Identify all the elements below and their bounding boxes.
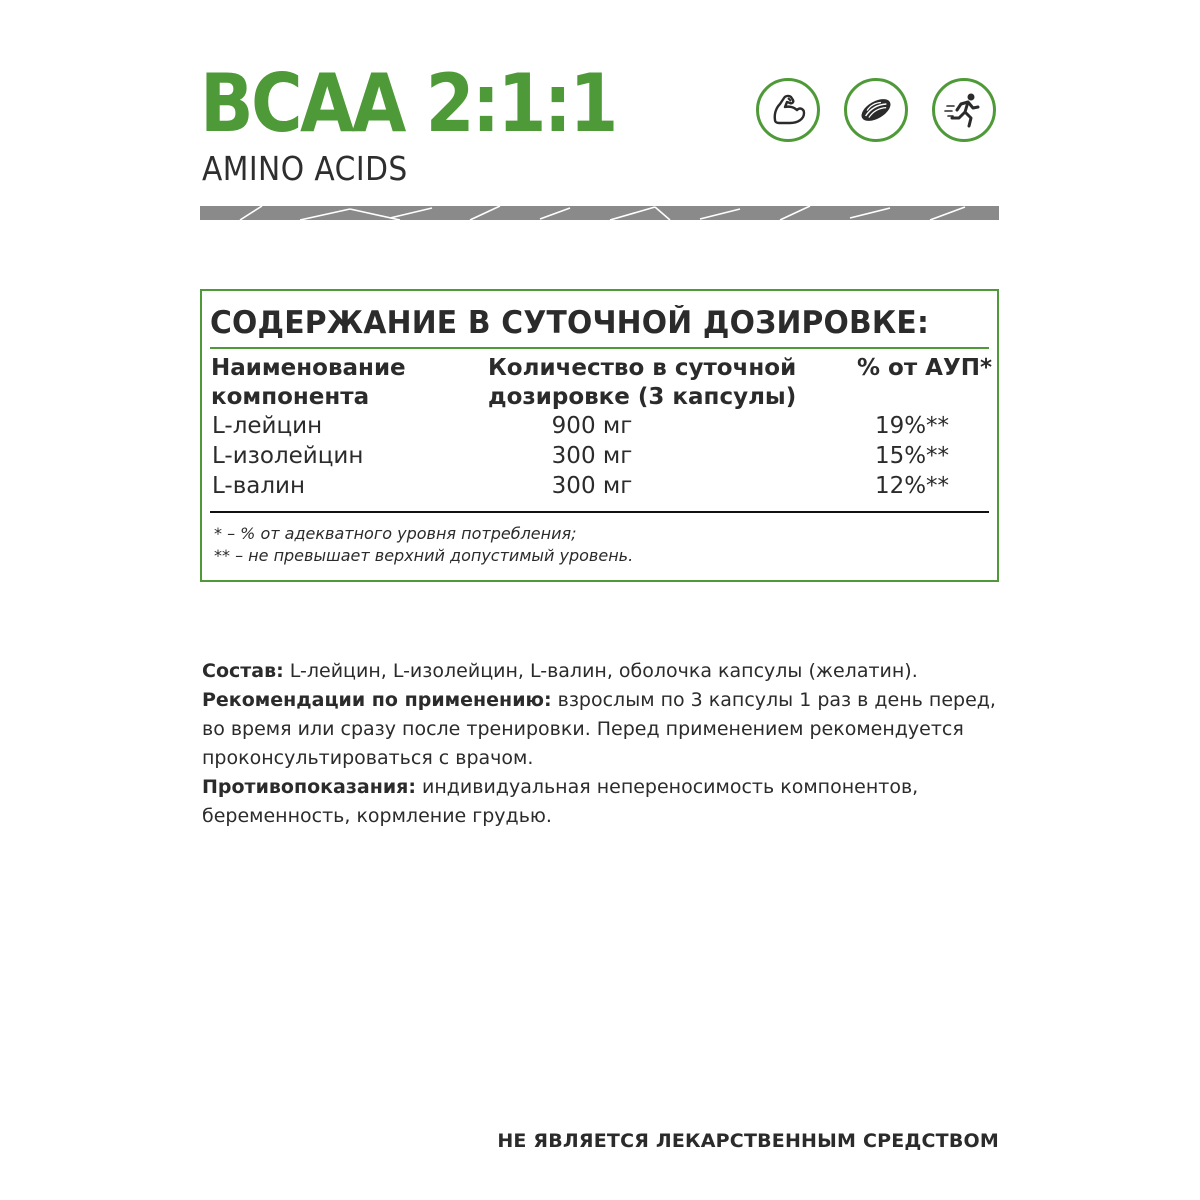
decorative-stripe [200, 206, 999, 220]
component-percent: 15%** [874, 443, 950, 469]
divider [210, 347, 989, 349]
product-info [202, 657, 1002, 831]
footnote: ** – не превышает верхний допустимый уровень. [214, 546, 634, 565]
component-name: L-лейцин [212, 413, 323, 439]
column-header-percent: % от АУП* [856, 355, 992, 381]
contraindications-label: Противопоказания: [202, 776, 416, 798]
usage-label: Рекомендации по применению: [202, 689, 552, 711]
runner-icon [932, 78, 996, 142]
dosage-table [200, 289, 999, 582]
table-row [202, 411, 997, 441]
column-header-amount: Количество в суточной дозировке (3 капсулы) [488, 355, 797, 410]
feature-icons [756, 78, 996, 142]
capsule-icon [844, 78, 908, 142]
usage-text: взрослым по 3 капсулы 1 раз в день перед, во время или сразу после тренировки. Перед применением рекомендуется проконсультироваться с врачом. [202, 689, 996, 769]
component-amount: 300 мг [551, 473, 633, 499]
product-subtitle: AMINO ACIDS [202, 149, 408, 188]
table-row [202, 441, 997, 471]
composition-text: L-лейцин, L-изолейцин, L-валин, оболочка капсулы (желатин). [283, 660, 918, 682]
table-row [202, 471, 997, 501]
footnote: * – % от адекватного уровня потребления; [214, 524, 577, 543]
component-name: L-валин [212, 473, 306, 499]
dosage-table-title: СОДЕРЖАНИЕ В СУТОЧНОЙ ДОЗИРОВКЕ: [210, 305, 930, 341]
disclaimer: НЕ ЯВЛЯЕТСЯ ЛЕКАРСТВЕННЫМ СРЕДСТВОМ [497, 1130, 999, 1152]
component-amount: 900 мг [551, 413, 633, 439]
column-header-name: Наименование компонента [211, 355, 406, 410]
muscle-arm-icon [756, 78, 820, 142]
component-percent: 19%** [874, 413, 950, 439]
divider [210, 511, 989, 513]
product-title: BCAA 2:1:1 [200, 57, 616, 150]
component-name: L-изолейцин [212, 443, 364, 469]
component-amount: 300 мг [551, 443, 633, 469]
component-percent: 12%** [874, 473, 950, 499]
composition-label: Состав: [202, 660, 284, 682]
contraindications-text: индивидуальная непереносимость компонентов, беременность, кормление грудью. [202, 776, 919, 827]
